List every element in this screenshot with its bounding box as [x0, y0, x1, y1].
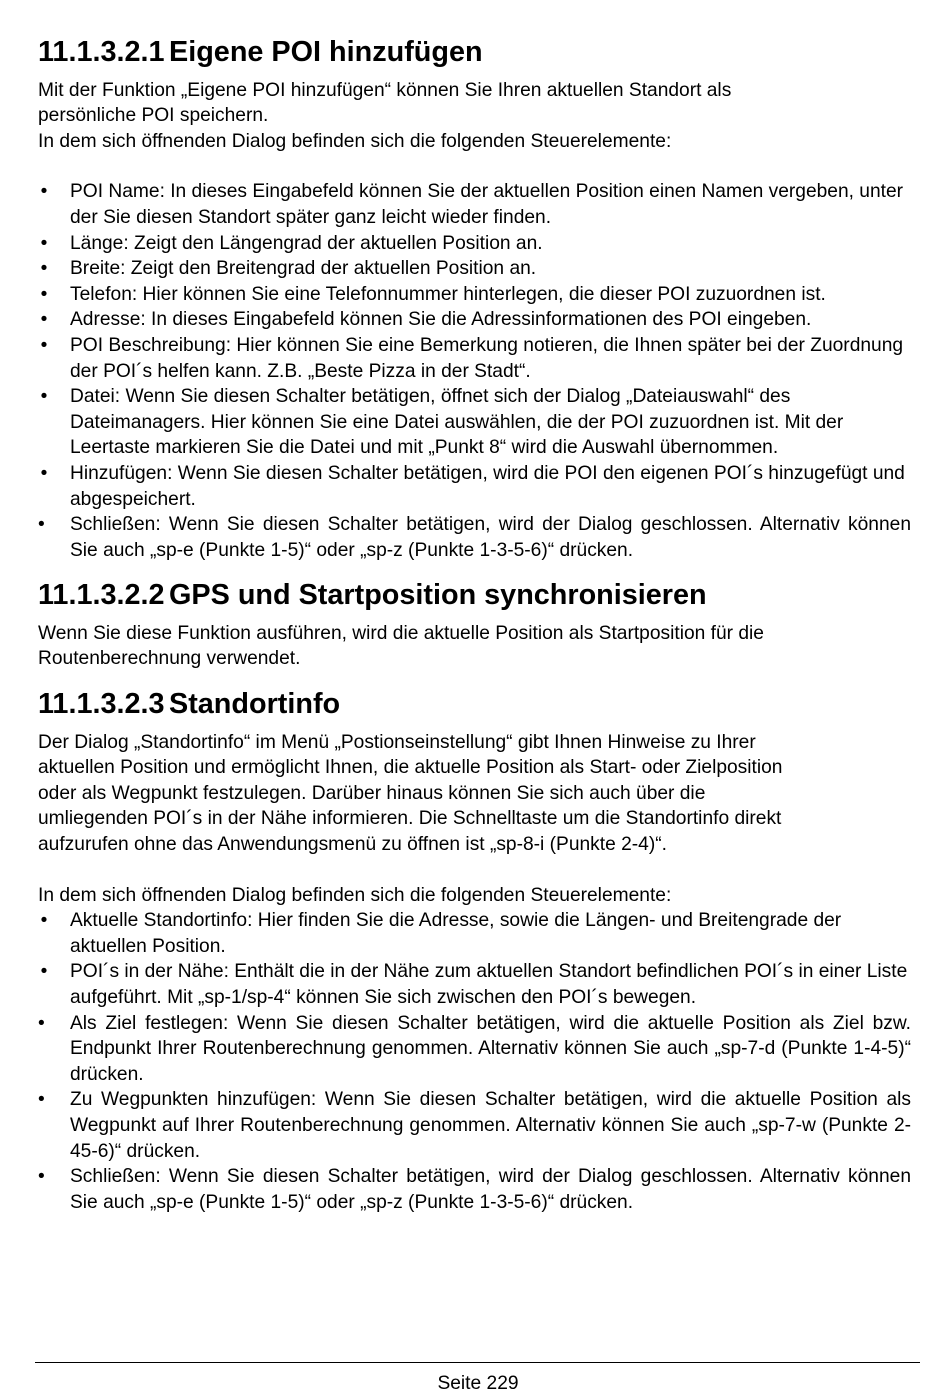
list-item-text: Schließen: Wenn Sie diesen Schalter betätigen, wird der Dialog geschlossen. Alternativ können Sie auch „sp-e (Punkte 1-5)“ oder „sp-z (Punkte 1-3-5-6)“ drücken.: [70, 1166, 911, 1213]
document-page: [38, 36, 911, 1215]
list-item-text: POI Beschreibung: Hier können Sie eine Bemerkung notieren, die Ihnen später bei der Zuordnung der POI´s helfen kann. Z.B. „Beste Pizza in der Stadt“.: [70, 334, 904, 382]
list-item: [38, 179, 911, 230]
bullet-icon: •: [40, 283, 48, 305]
section-heading-eigene-poi: [38, 36, 911, 68]
section-body: [38, 730, 911, 858]
dialog-intro: In dem sich öffnenden Dialog befinden sich die folgenden Steuerelemente:: [38, 884, 672, 906]
list-item-text: POI Name: In dieses Eingabefeld können Sie der aktuellen Position einen Namen vergeben, unter der Sie diesen Standort später ganz leicht wieder finden.: [70, 181, 904, 228]
section-body: [38, 621, 911, 672]
paragraph-line: Routenberechnung verwendet.: [38, 648, 301, 670]
paragraph-line: aktuellen Position und ermöglicht Ihnen, die aktuelle Position als Start- oder Zielposition: [38, 757, 783, 779]
bullet-icon: •: [38, 1012, 45, 1034]
section-title: Standortinfo: [169, 688, 341, 721]
section-heading-gps-sync: [38, 579, 911, 612]
paragraph-line: Der Dialog „Standortinfo“ im Menü „Postionseinstellung“ gibt Ihnen Hinweise zu Ihrer: [38, 731, 756, 753]
list-item: [38, 384, 911, 461]
bullet-icon: •: [40, 309, 48, 331]
bullet-icon: •: [38, 1089, 45, 1111]
list-item-text: POI´s in der Nähe: Enthält die in der Nähe zum aktuellen Standort befindlichen POI´s in einer Liste aufgeführt. Mit „sp-1/sp-4“ können Sie sich zwischen den POI´s bewegen.: [70, 961, 908, 1008]
section-title: GPS und Startposition synchronisieren: [169, 579, 707, 612]
page-number: Seite 229: [437, 1373, 519, 1394]
controls-list: [38, 179, 911, 563]
list-item: [38, 307, 911, 333]
list-item-text: Aktuelle Standortinfo: Hier finden Sie die Adresse, sowie die Längen- und Breitengrade der aktuellen Position.: [70, 910, 842, 957]
section-number: 11.1.3.2.1: [38, 36, 165, 68]
list-item: [38, 333, 911, 384]
list-item: [38, 1164, 911, 1215]
list-item: [38, 231, 911, 257]
list-item-text: Breite: Zeigt den Breitengrad der aktuellen Position an.: [70, 258, 537, 280]
paragraph-line: Mit der Funktion „Eigene POI hinzufügen“ können Sie Ihren aktuellen Standort als: [38, 79, 732, 101]
list-item: [38, 512, 911, 563]
bullet-icon: •: [40, 961, 48, 983]
paragraph-line: In dem sich öffnenden Dialog befinden sich die folgenden Steuerelemente:: [38, 130, 672, 152]
paragraph-line: persönliche POI speichern.: [38, 105, 269, 127]
list-item-text: Hinzufügen: Wenn Sie diesen Schalter betätigen, wird die POI den eigenen POI´s hinzugefügt und abgespeichert.: [70, 462, 905, 510]
bullet-icon: •: [38, 514, 45, 536]
list-item: [38, 282, 911, 308]
bullet-icon: •: [38, 1166, 45, 1188]
section-number: 11.1.3.2.3: [38, 688, 165, 721]
paragraph-line: Wenn Sie diese Funktion ausführen, wird die aktuelle Position als Startposition für die: [38, 622, 764, 644]
bullet-icon: •: [40, 181, 48, 203]
list-item-text: Schließen: Wenn Sie diesen Schalter betätigen, wird der Dialog geschlossen. Alternativ können Sie auch „sp-e (Punkte 1-5)“ oder „sp-z (Punkte 1-3-5-6)“ drücken.: [70, 514, 911, 561]
list-item-text: Telefon: Hier können Sie eine Telefonnummer hinterlegen, die dieser POI zuzuordnen ist.: [70, 283, 826, 305]
section-number: 11.1.3.2.2: [38, 579, 165, 612]
section-heading-standortinfo: [38, 688, 911, 721]
list-item-text: Zu Wegpunkten hinzufügen: Wenn Sie diesen Schalter betätigen, wird die aktuelle Position als Wegpunkt auf Ihrer Routenberechnung genommen. Alternativ können Sie auch „sp-7-w (Punkte 2-45-6)“ drücken.: [70, 1089, 911, 1162]
footer-divider: [35, 1362, 920, 1363]
list-item-text: Länge: Zeigt den Längengrad der aktuellen Position an.: [70, 232, 543, 254]
bullet-icon: •: [40, 462, 48, 484]
section-intro: [38, 78, 911, 155]
list-item: [38, 461, 911, 512]
bullet-icon: •: [40, 232, 48, 254]
list-item: [38, 959, 911, 1010]
list-item: [38, 1011, 911, 1088]
bullet-icon: •: [40, 258, 48, 280]
section-title: Eigene POI hinzufügen: [169, 36, 483, 68]
bullet-icon: •: [40, 910, 48, 932]
controls-list: [38, 908, 911, 1215]
list-item: [38, 256, 911, 282]
paragraph-line: oder als Wegpunkt festzulegen. Darüber hinaus können Sie sich auch über die: [38, 782, 706, 804]
paragraph-line: umliegenden POI´s in der Nähe informieren. Die Schnelltaste um die Standortinfo direkt: [38, 808, 782, 830]
list-item-text: Datei: Wenn Sie diesen Schalter betätigen, öffnet sich der Dialog „Dateiauswahl“ des Dateimanagers. Hier können Sie eine Datei auswählen, die der POI zuzuordnen ist. Mit der Leertaste markieren Sie die Datei und mit „Punkt 8“ wird die Auswahl übernommen.: [70, 386, 844, 459]
list-item: [38, 1087, 911, 1164]
bullet-icon: •: [40, 334, 48, 356]
list-item-text: Adresse: In dieses Eingabefeld können Sie die Adressinformationen des POI eingeben.: [70, 309, 812, 331]
list-item-text: Als Ziel festlegen: Wenn Sie diesen Schalter betätigen, wird die aktuelle Position als Ziel bzw. Endpunkt Ihrer Routenberechnung genommen. Alternativ können Sie auch „sp-7-d (Punkte 1-4-5)“ drücken.: [70, 1012, 911, 1085]
paragraph-line: aufzurufen ohne das Anwendungsmenü zu öffnen ist „sp-8-i (Punkte 2-4)“.: [38, 834, 667, 856]
list-item: [38, 908, 911, 959]
bullet-icon: •: [40, 386, 48, 408]
